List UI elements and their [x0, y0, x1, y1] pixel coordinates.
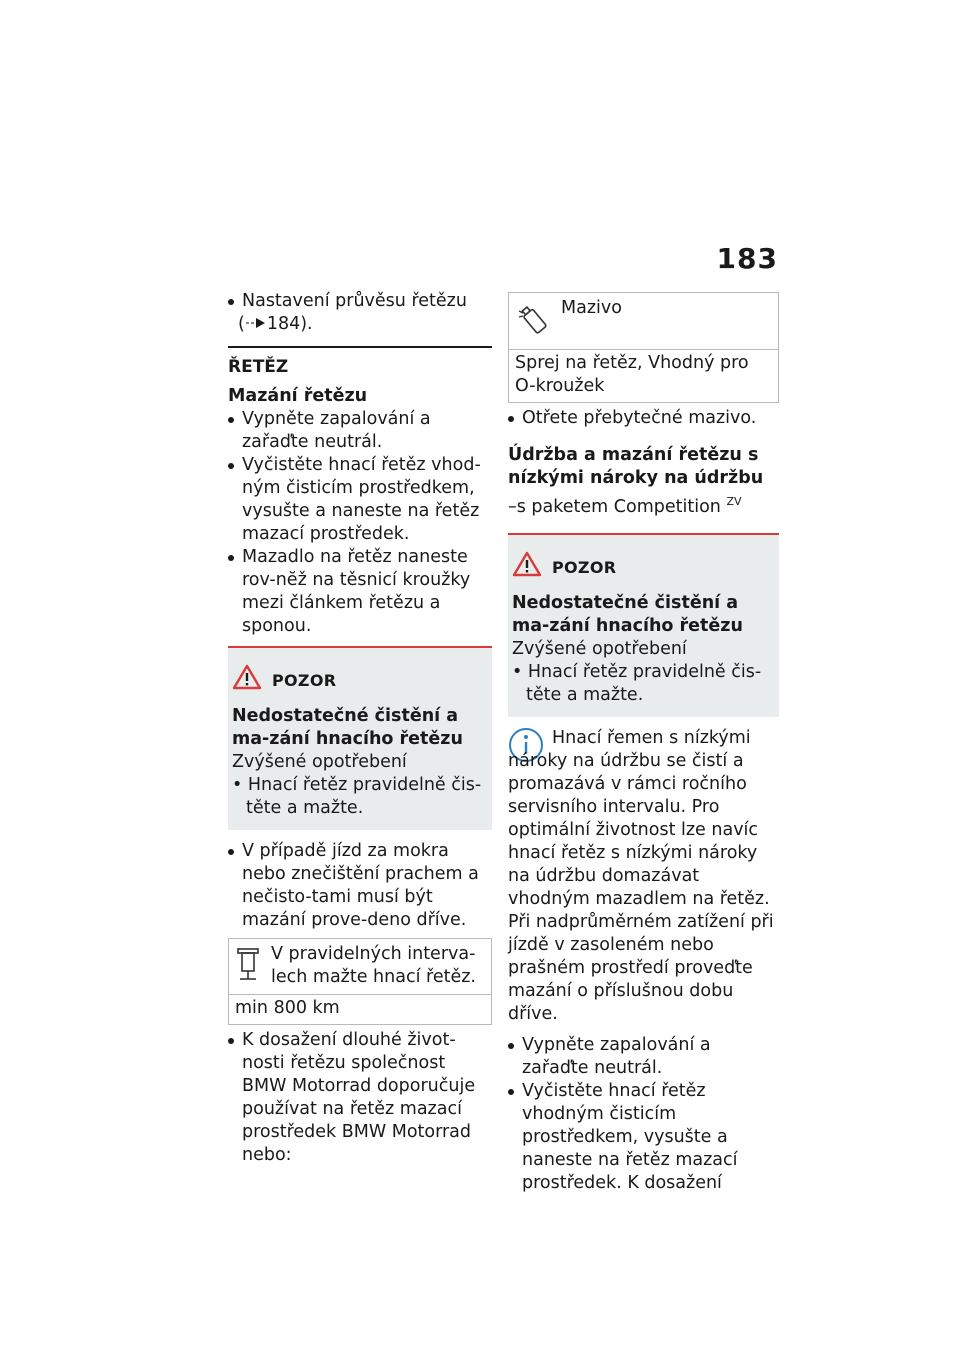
- warning-consequence: Zvýšené opotřebení: [512, 638, 687, 659]
- spray-can-icon: [515, 297, 551, 345]
- list-item: Vypněte zapalování a zařaďte neutrál.: [508, 1034, 779, 1080]
- warning-box: [228, 646, 492, 830]
- spec-box-interval: [228, 938, 492, 1025]
- spec-label: Mazivo: [561, 298, 622, 318]
- info-text: Hnací řemen s nízkými nároky na údržbu se čistí a promazává v rámci ročního servisního intervalu. Pro optimální životnost lze navíc hnací řetěz s nízkými nároky na údržbu domazávat vhodným mazadlem na řetěz. Při nadprůměrném zatížení při jízdě v zasoleném nebo prašném prostředí proveďte mazání o příslušnou dobu dříve.: [508, 727, 774, 1024]
- warning-title: POZOR: [552, 557, 617, 577]
- arrow-reference-icon: [245, 314, 267, 334]
- list-item: Vyčistěte hnací řetěz vhod-ným čisticím prostředkem, vysušte a naneste na řetěz mazací prostředek.: [228, 454, 492, 546]
- list-item: V případě jízd za mokra nebo znečištění prachem a nečisto-tami musí být mazání prove-deno dříve.: [228, 840, 492, 932]
- page-number: 183: [716, 242, 778, 275]
- list-item: K dosažení dlouhé život-nosti řetězu společnost BMW Motorrad doporučuje používat na řetěz mazací prostředek BMW Motorrad nebo:: [228, 1029, 492, 1167]
- list-item: Vyčistěte hnací řetěz vhodným čisticím prostředkem, vysušte a naneste na řetěz mazací prostředek. K dosažení: [508, 1080, 779, 1195]
- warning-consequence: Zvýšené opotřebení: [232, 752, 407, 772]
- page-reference: ( 184).: [238, 314, 313, 334]
- spec-box-lubricant: [508, 292, 779, 403]
- list-item: Vypněte zapalování a zařaďte neutrál.: [228, 408, 492, 454]
- list-item: Mazadlo na řetěz naneste rov-nĕž na těsnicí kroužky mezi článkem řetězu a sponou.: [228, 546, 492, 638]
- warning-box: [508, 533, 779, 717]
- variant-note: –s paketem Competition $^{ZV}$: [508, 495, 742, 517]
- subheading: Mazání řetězu: [228, 386, 368, 406]
- spec-text: V pravidelných interva-lech mažte hnací řetěz.: [271, 944, 476, 987]
- warning-subtitle: Nedostatečné čistění a ma-zání hnacího řetězu: [232, 706, 463, 749]
- left-column: [228, 290, 492, 1167]
- section-title: ŘETĚZ: [228, 346, 492, 379]
- spec-value: min 800 km: [229, 994, 491, 1024]
- warning-subtitle: Nedostatečné čistění a ma-zání hnacího řetězu: [512, 592, 743, 636]
- warning-triangle-icon: [512, 551, 542, 584]
- warning-triangle-icon: [232, 664, 262, 697]
- subheading: Údržba a mazání řetězu s nízkými nároky na údržbu: [508, 445, 764, 488]
- right-column: [508, 292, 779, 1195]
- info-note: [508, 727, 779, 1026]
- list-item: Otřete přebytečné mazivo.: [508, 407, 779, 430]
- warning-action: • Hnací řetěz pravidelně čis-těte a mažte.: [232, 775, 482, 818]
- oil-can-icon: [235, 943, 261, 990]
- warning-title: POZOR: [272, 671, 337, 690]
- intro-bullet: Nastavení průvěsu řetězu: [228, 290, 492, 313]
- warning-action: • Hnací řetěz pravidelně čis-těte a mažte.: [512, 661, 762, 705]
- spec-value: Sprej na řetěz, Vhodný pro O-kroužek: [509, 349, 778, 402]
